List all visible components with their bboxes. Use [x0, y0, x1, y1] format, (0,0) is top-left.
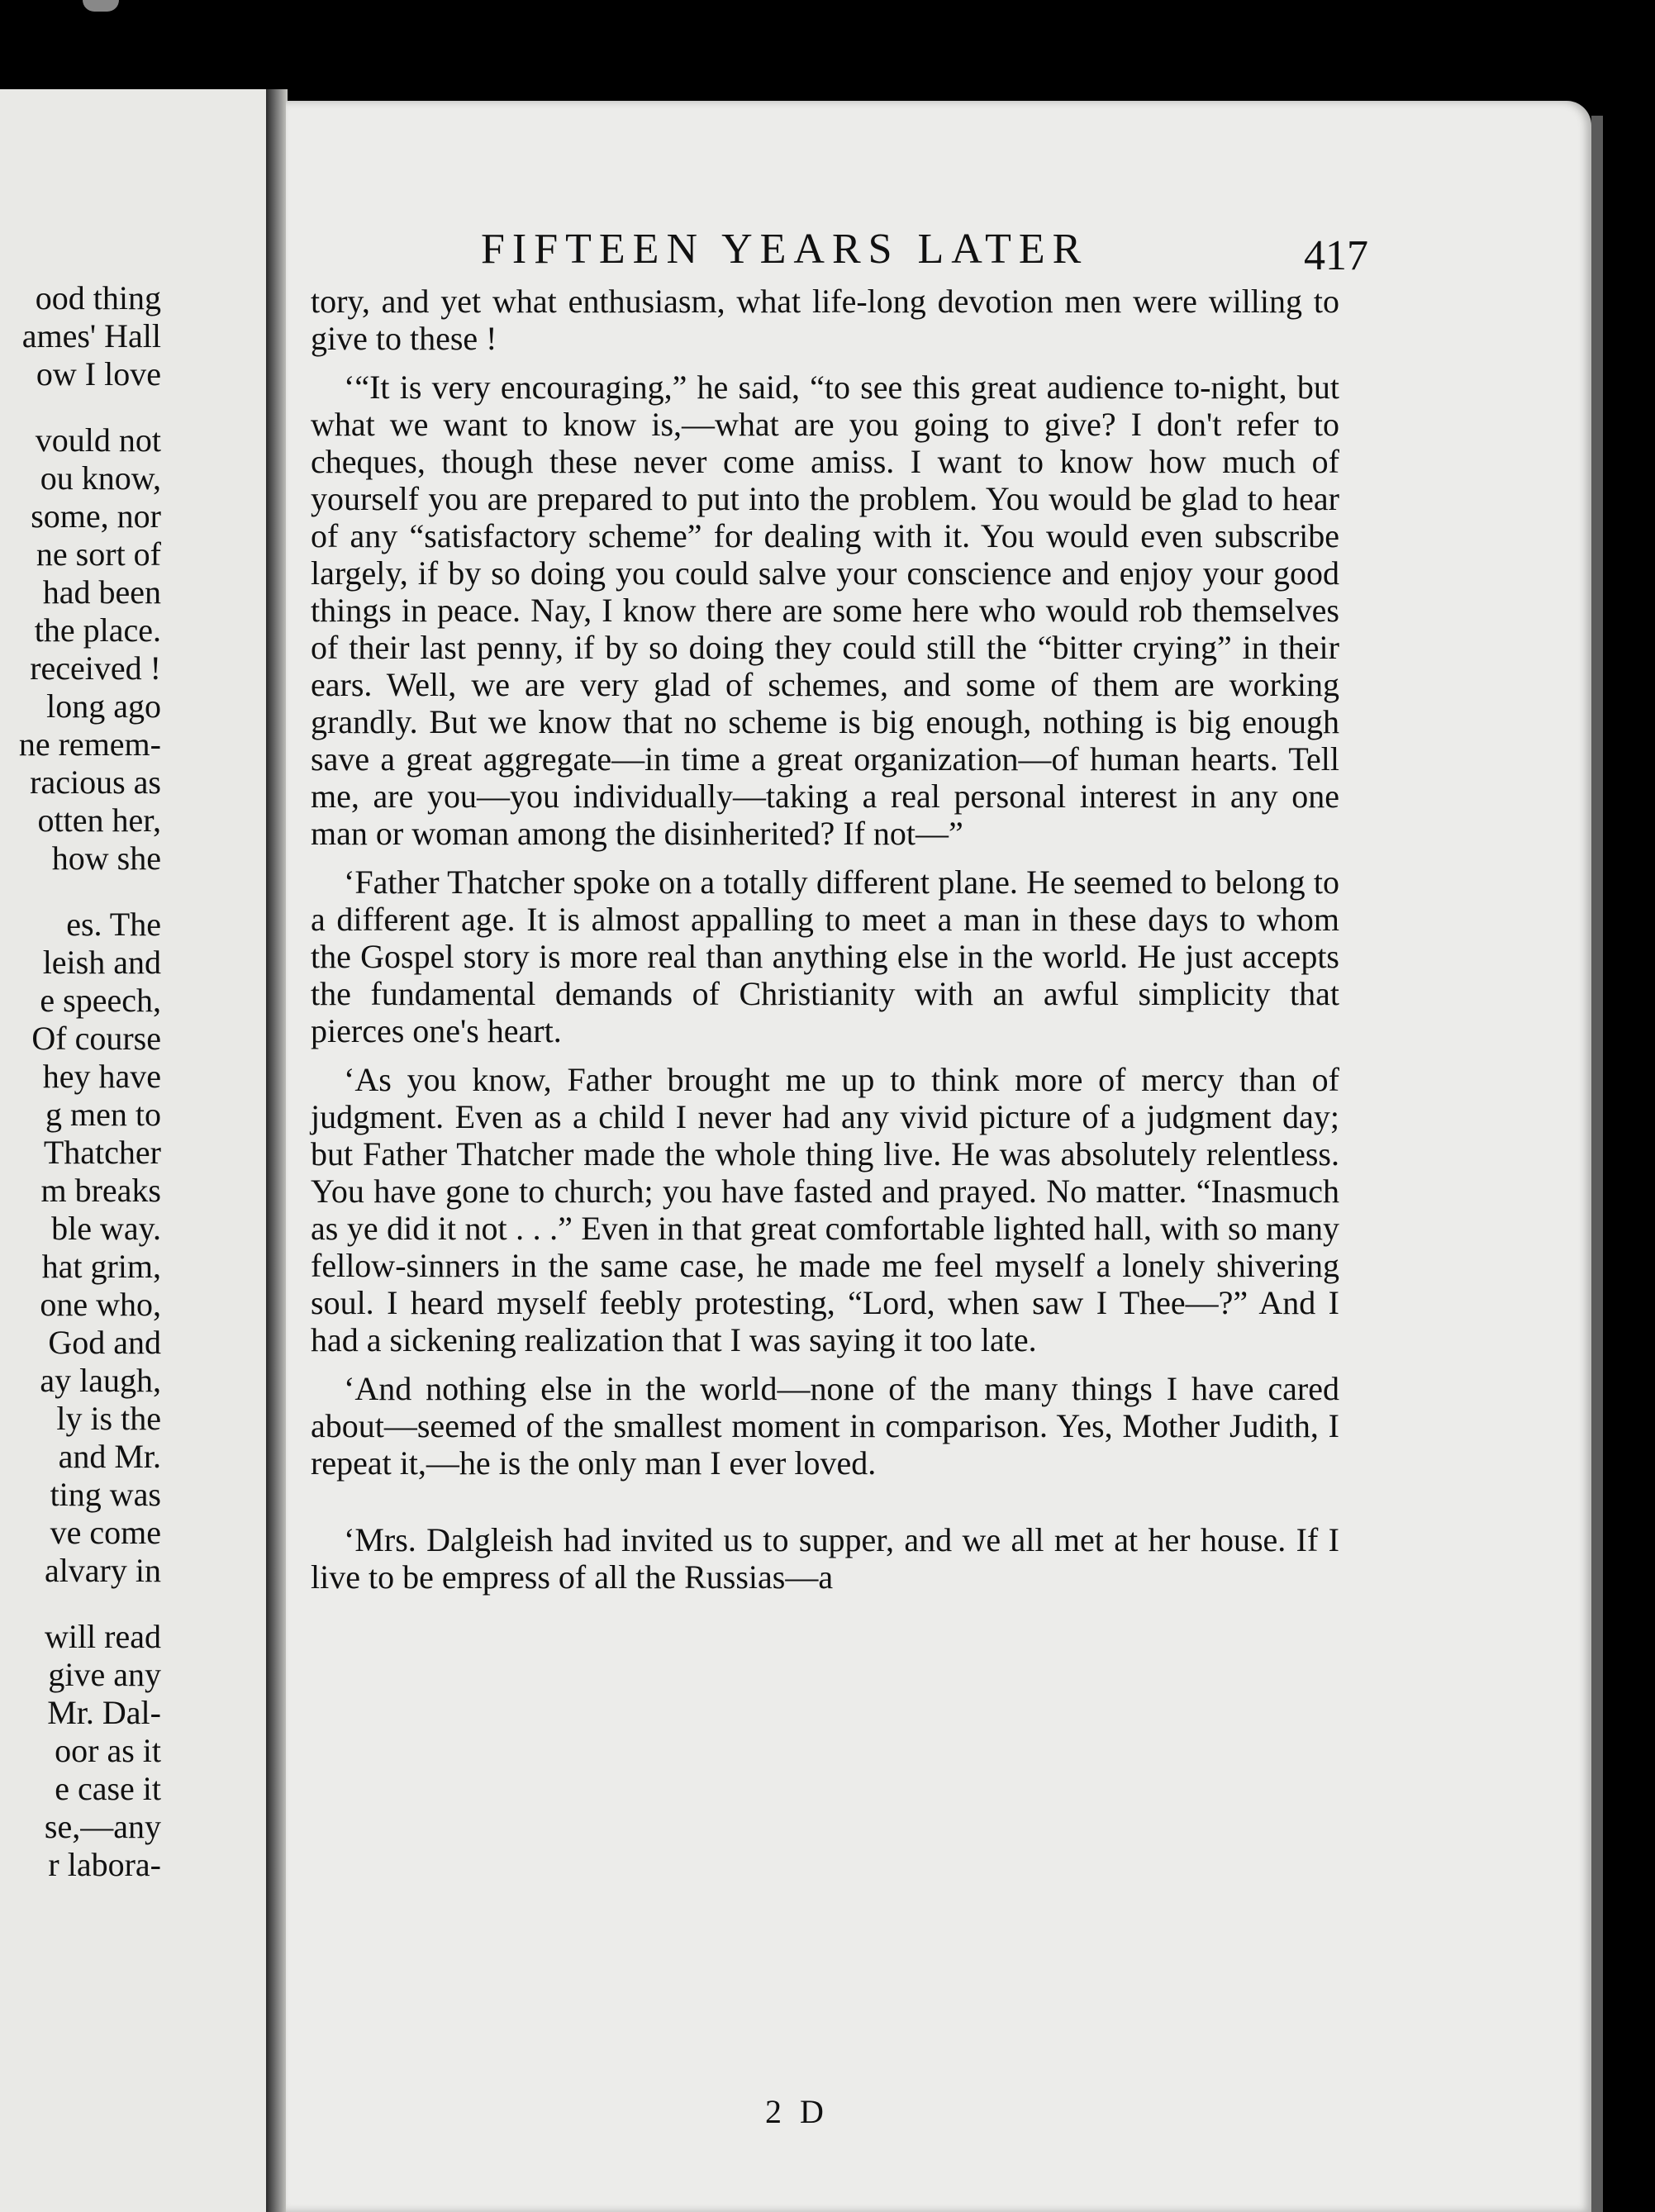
line-gap: [0, 878, 161, 906]
left-page-line: the place.: [34, 611, 161, 649]
left-page-line: ble way.: [51, 1210, 161, 1247]
left-page-line: Thatcher: [43, 1134, 161, 1171]
left-page-line: ames' Hall: [21, 317, 161, 354]
running-head: FIFTEEN YEARS LATER: [481, 226, 1089, 273]
line-gap: [0, 393, 161, 421]
left-page-text: [0, 279, 161, 1884]
paragraph: ‘Mrs. Dalgleish had invited us to supper, and we all met at her house. If I live to be empress of all the Russias—a: [311, 1521, 1339, 1596]
left-page-line: one who,: [40, 1286, 161, 1323]
left-page-line: leish and: [42, 944, 161, 981]
left-page-line: ly is the: [56, 1400, 161, 1437]
left-page-line: se,—any: [44, 1808, 161, 1845]
left-page-line: r labora-: [48, 1846, 161, 1883]
left-page-line: ne sort of: [36, 535, 161, 573]
left-page-line: Mr. Dal-: [47, 1694, 161, 1731]
signature-mark: 2 D: [765, 2093, 829, 2130]
left-page-line: oor as it: [55, 1732, 161, 1769]
right-page: [286, 101, 1591, 2212]
left-page-line: e case it: [55, 1770, 161, 1807]
left-page-line: ne remem-: [18, 725, 161, 763]
paragraph: ‘“It is very encouraging,” he said, “to see this great audience to-night, but what we want to know is,—what are you going to give? I don't refer to cheques, though these never come amiss. I want to know how much of yourself you are prepared to put into the problem. You would be glad to hear of any “satisfactory scheme” for dealing with it. You would even subscribe largely, if by so doing you could salve your conscience and enjoy your good things in peace. Nay, I know there are some here who would rob themselves of their last penny, if by so doing they could still the “bitter crying” in their ears. Well, we are very glad of schemes, and some of them are working grandly. But we know that no scheme is big enough, nothing is big enough save a great aggregate—in time a great organization—of human hearts. Tell me, are you—you individually—taking a real personal interest in any one man or woman among the disinherited? If not—”: [311, 369, 1339, 852]
left-page-line: God and: [48, 1324, 161, 1361]
left-page-line: ve come: [50, 1514, 161, 1551]
left-page-line: e speech,: [40, 982, 161, 1019]
left-page-line: m breaks: [40, 1172, 161, 1209]
paragraph: ‘As you know, Father brought me up to think more of mercy than of judgment. Even as a child I never had any vivid picture of a judgment day; but Father Thatcher made the whole thing live. He was absolutely relentless. You have gone to church; you have fasted and prayed. No matter. “Inasmuch as ye did it not . . .” Even in that great comfortable lighted hall, with so many fellow-sinners in the same case, he made me feel myself a lonely shivering soul. I heard myself feebly protesting, “Lord, when saw I Thee—?” And I had a sickening realization that I was saying it too late.: [311, 1061, 1339, 1358]
body-text: [311, 283, 1339, 1607]
paragraph: tory, and yet what enthusiasm, what life-long devotion men were willing to give to these !: [311, 283, 1339, 357]
page-edge: [1591, 116, 1603, 2212]
left-page-line: ou know,: [40, 459, 161, 497]
left-page-line: ay laugh,: [40, 1362, 161, 1399]
left-page-line: vould not: [35, 421, 161, 459]
left-page-line: and Mr.: [58, 1438, 161, 1475]
left-page-line: racious as: [30, 763, 161, 801]
page-number: 417: [1304, 232, 1368, 279]
left-page-line: had been: [42, 573, 161, 611]
left-page-line: some, nor: [31, 497, 161, 535]
left-page-line: hat grim,: [41, 1248, 161, 1285]
line-gap: [0, 1590, 161, 1618]
left-page-line: will read: [44, 1618, 161, 1655]
left-page-line: ting was: [50, 1476, 161, 1513]
left-page-line: es. The: [66, 906, 161, 943]
left-page-line: alvary in: [44, 1552, 161, 1589]
paragraph: ‘And nothing else in the world—none of the many things I have cared about—seemed of the smallest moment in comparison. Yes, Mother Judith, I repeat it,—he is the only man I ever loved.: [311, 1370, 1339, 1482]
scan-artifact: [83, 0, 119, 12]
left-page-line: g men to: [45, 1096, 161, 1133]
book-gutter: [266, 89, 288, 2212]
left-page-line: otten her,: [37, 802, 161, 839]
left-page-line: ood thing: [35, 279, 161, 316]
left-page-line: long ago: [46, 687, 161, 725]
left-page-line: ow I love: [36, 355, 161, 392]
left-page-line: how she: [51, 840, 161, 877]
left-page-line: hey have: [42, 1058, 161, 1095]
left-page-line: Of course: [31, 1020, 161, 1057]
left-page-fragment: [0, 89, 266, 2212]
left-page-line: received !: [30, 649, 161, 687]
paragraph: ‘Father Thatcher spoke on a totally different plane. He seemed to belong to a different age. It is almost appalling to meet a man in these days to whom the Gospel story is more real than anything else in the world. He just accepts the fundamental demands of Christianity with an awful simplicity that pierces one's heart.: [311, 863, 1339, 1049]
left-page-line: give any: [48, 1656, 161, 1693]
